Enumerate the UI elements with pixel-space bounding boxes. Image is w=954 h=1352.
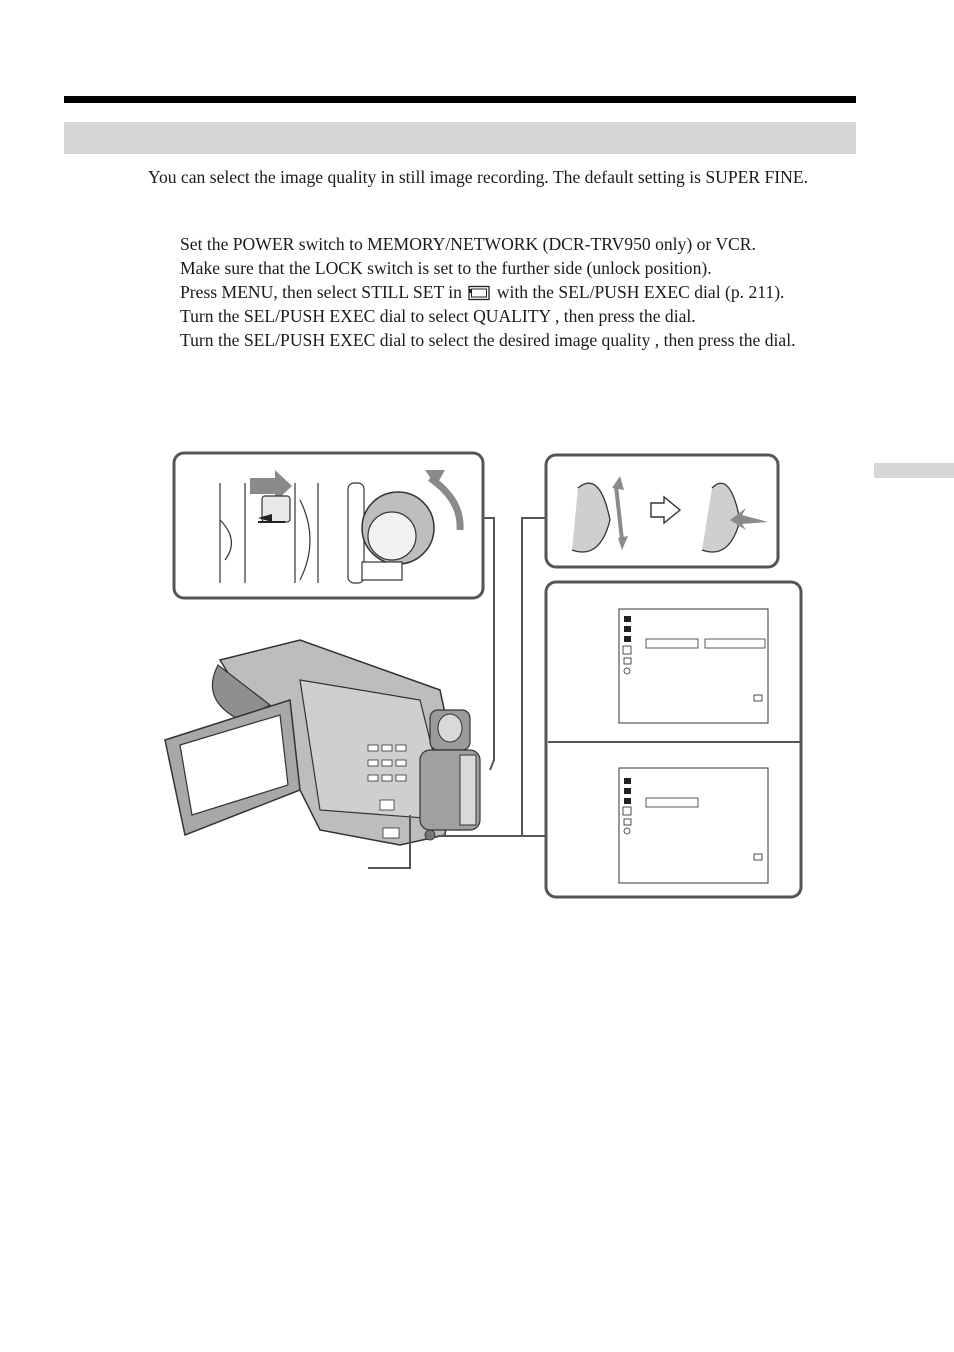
- menu-screen-2: [619, 768, 768, 883]
- step-3: Turn the SEL/PUSH EXEC dial to select QUALITY , then press the dial.: [180, 306, 696, 326]
- intro-paragraph: You can select the image quality in still image recording. The default setting is SUPER FINE.: [148, 167, 808, 187]
- menu-screen-1: [619, 609, 768, 723]
- step-4: Turn the SEL/PUSH EXEC dial to select the desired image quality , then press the dial.: [180, 330, 796, 350]
- power-switch-panel: [174, 453, 483, 598]
- step-2-text-b: with the SEL/PUSH EXEC dial (p. 211).: [496, 282, 785, 302]
- step-1: Set the POWER switch to MEMORY/NETWORK (DCR-TRV950 only) or VCR. Make sure that the LOCK switch is set to the further side (unlock position).: [180, 234, 756, 278]
- menu-screens-panel: [546, 582, 801, 897]
- step-2-text-a: Press MENU, then select STILL SET in: [180, 282, 462, 302]
- camcorder: [165, 640, 480, 845]
- dial-panel: [546, 455, 778, 567]
